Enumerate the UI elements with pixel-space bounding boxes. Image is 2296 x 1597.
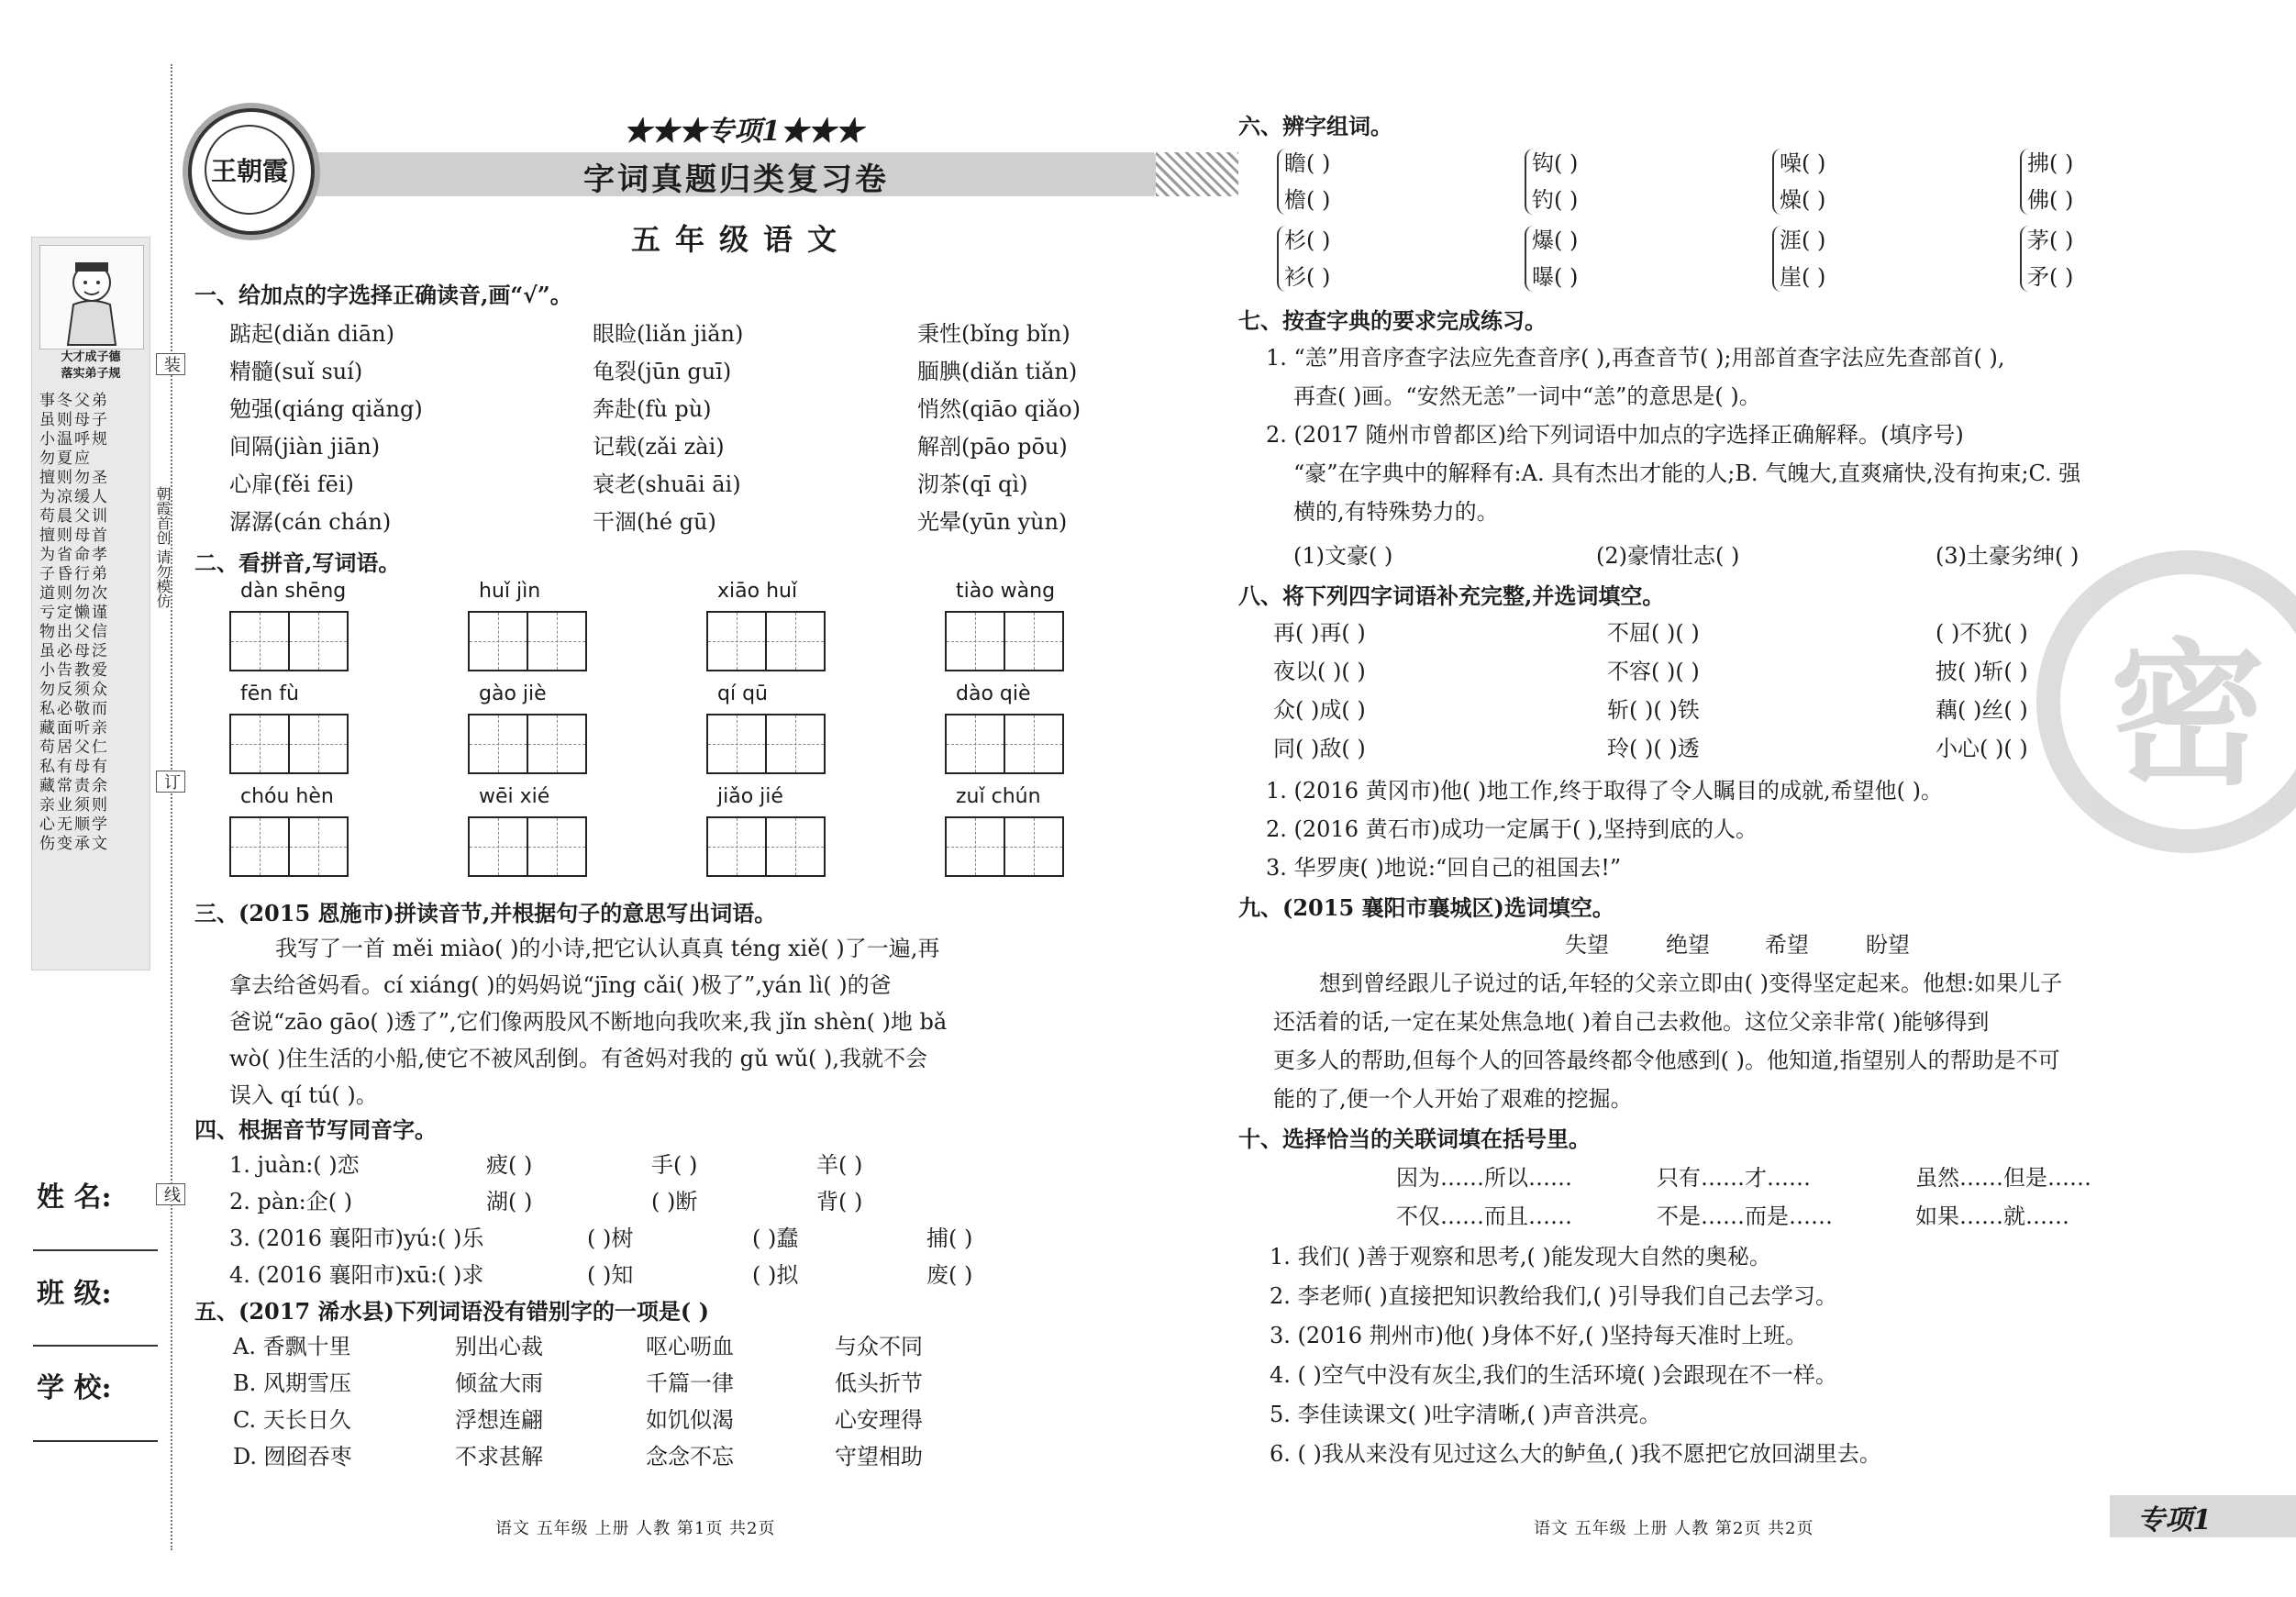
q9-title: 九、(2015 襄阳市襄城区)选词填空。 (1238, 894, 1614, 921)
brand-logo (188, 108, 315, 235)
class-label: 班 级: (37, 1278, 112, 1310)
school-label: 学 校: (37, 1372, 112, 1404)
poem-line: 苟居父仁 (39, 738, 109, 757)
poem-line: 亲业须则 (39, 796, 109, 815)
q8-item: 藕( )丝( ) (1936, 697, 2028, 723)
q1-item: 潺潺(cán chán) (229, 509, 392, 535)
q5-option: 念念不忘 (646, 1444, 734, 1469)
footer-left: 语文 五年级 上册 人教 第1页 共2页 (495, 1519, 776, 1538)
q4-item: 2. pàn:企( ) (229, 1189, 353, 1214)
q1-item: 衰老(shuāi āi) (593, 471, 741, 497)
q4-item: 废( ) (926, 1262, 973, 1288)
q5-option: 心安理得 (835, 1407, 923, 1433)
q8-item: 众( )成( ) (1273, 697, 1366, 723)
grid-cell[interactable] (290, 816, 349, 877)
grid-cell[interactable] (229, 816, 290, 877)
q2-pinyin: gào jiè (479, 682, 547, 705)
poem-line: 苟晨父训 (39, 507, 109, 526)
q6-item: 瞻( ) (1284, 150, 1331, 176)
poem-line: 虽必母泛 (39, 642, 109, 660)
q2-pinyin: qí qū (717, 682, 768, 705)
q8-item: 不容( )( ) (1607, 659, 1700, 684)
poem-line: 私有母有 (39, 758, 109, 776)
poem-line: 藏面听亲 (39, 719, 109, 738)
poem-line: 勿夏应 (39, 449, 92, 468)
grid-cell[interactable] (706, 816, 767, 877)
q5-option: 浮想连翩 (455, 1407, 543, 1433)
q4-item: 3. (2016 襄阳市)yú:( )乐 (229, 1225, 484, 1251)
poem-line: 私必敬而 (39, 700, 109, 718)
poem-line: 道则勿次 (39, 584, 109, 603)
poem-line: 事冬父弟 (39, 392, 109, 410)
q2-pinyin: xiāo huǐ (717, 580, 798, 603)
grid-cell[interactable] (468, 714, 528, 774)
binding-line (171, 64, 173, 1550)
poem-line: 小告教爱 (39, 661, 109, 680)
q6-title: 六、辨字组词。 (1238, 113, 1392, 139)
q5-option: D. 囫囵吞枣 (233, 1444, 352, 1469)
q4-item: ( )断 (651, 1189, 698, 1214)
q7-line: 横的,有特殊势力的。 (1293, 499, 1499, 525)
q1-item: 秉性(bǐng bǐn) (917, 321, 1070, 347)
q7-option: (2)豪情壮志( ) (1596, 543, 1740, 569)
q6-item: 佛( ) (2027, 187, 2074, 213)
q6-item: 矛( ) (2027, 264, 2074, 290)
stamp-char: 密 (2109, 625, 2267, 807)
q1-item: 记载(zǎi zài) (593, 434, 725, 460)
q5-option: 守望相助 (835, 1444, 923, 1469)
q5-option: C. 天长日久 (233, 1407, 351, 1433)
q9-word: 绝望 (1666, 932, 1710, 958)
q8-item: 小心( )( ) (1936, 736, 2028, 761)
q10-line: 5. 李佳读课文( )吐字清晰,( )声音洪亮。 (1270, 1402, 1661, 1427)
class-field[interactable] (33, 1345, 158, 1347)
q1-item: 光晕(yūn yùn) (917, 509, 1068, 535)
poem-line: 勿反须众 (39, 681, 109, 699)
q2-title: 二、看拼音,写词语。 (194, 549, 401, 576)
q3-line: 拿去给爸妈看。cí xiáng( )的妈妈说“jīng cǎi( )极了”,yán lì( )的爸 (229, 972, 892, 998)
q1-item: 眼睑(liǎn jiǎn) (593, 321, 744, 347)
grid-cell[interactable] (229, 714, 290, 774)
grid-cell[interactable] (945, 611, 1005, 671)
q2-writing-grid[interactable] (706, 714, 826, 774)
q10-word: 不仅……而且…… (1396, 1203, 1572, 1229)
q10-line: 3. (2016 荆州市)他( )身体不好,( )坚持每天准时上班。 (1270, 1323, 1808, 1348)
q8-item: 玲( )( )透 (1607, 736, 1700, 761)
sidebar-panel (31, 237, 150, 970)
poem-line: 小温呼规 (39, 430, 109, 449)
poem-line: 为凉缓人 (39, 488, 109, 506)
q6-item: 曝( ) (1532, 264, 1579, 290)
poem-line: 伤变承文 (39, 835, 109, 853)
q4-title: 四、根据音节写同音字。 (194, 1116, 437, 1143)
poem-line: 擅则勿圣 (39, 469, 109, 487)
q8-item: 披( )斩( ) (1936, 659, 2028, 684)
q1-item: 心扉(fěi fēi) (229, 471, 354, 497)
q2-writing-grid[interactable] (468, 611, 587, 671)
q10-line: 4. ( )空气中没有灰尘,我们的生活环境( )会跟现在不一样。 (1270, 1362, 1837, 1388)
q1-item: 龟裂(jūn guī) (593, 359, 732, 384)
q5-option: 与众不同 (835, 1334, 923, 1359)
q5-option: 倾盆大雨 (455, 1370, 543, 1396)
poem-line: 亏定懒谨 (39, 604, 109, 622)
q8-sentence: 1. (2016 黄冈市)他( )地工作,终于取得了令人瞩目的成就,希望他( )。 (1266, 778, 1943, 804)
q2-writing-grid[interactable] (229, 816, 349, 877)
q3-line: 我写了一首 měi miào( )的小诗,把它认认真真 téng xiě( )了一遍,再 (275, 936, 940, 961)
q10-word: 虽然……但是…… (1915, 1165, 2091, 1191)
q2-pinyin: jiǎo jié (717, 785, 783, 808)
grid-cell[interactable] (1005, 714, 1064, 774)
q2-pinyin: dàn shēng (240, 580, 347, 603)
q7-line: 1. “恙”用音序查字法应先查音序( ),再查音节( );用部首查字法应先查部首( ), (1266, 345, 2005, 371)
school-field[interactable] (33, 1440, 158, 1442)
q1-item: 解剖(pāo pōu) (917, 434, 1068, 460)
q4-item: ( )树 (587, 1225, 634, 1251)
q6-item: 檐( ) (1284, 187, 1331, 213)
q6-item: 爆( ) (1532, 227, 1579, 253)
q3-line: 误入 qí tú( )。 (229, 1082, 378, 1108)
q2-pinyin: dào qiè (956, 682, 1031, 705)
q6-item: 钩( ) (1532, 150, 1579, 176)
q2-writing-grid[interactable] (468, 816, 587, 877)
q4-item: 湖( ) (486, 1189, 533, 1214)
q9-word: 盼望 (1866, 932, 1910, 958)
q4-item: 疲( ) (486, 1152, 533, 1178)
q9-word: 失望 (1565, 932, 1609, 958)
q7-option: (1)文豪( ) (1293, 543, 1393, 569)
q8-title: 八、将下列四字词语补充完整,并选词填空。 (1238, 582, 1665, 609)
q6-item: 燥( ) (1780, 187, 1826, 213)
q3-line: 爸说“zāo gāo( )透了”,它们像两股风不断地向我吹来,我 jǐn shèn( )地 bǎ (229, 1009, 948, 1035)
q1-item: 间隔(jiàn jiān) (229, 434, 381, 460)
q2-writing-grid[interactable] (945, 714, 1064, 774)
q4-item: 捕( ) (926, 1225, 973, 1251)
poem-line: 子昏行弟 (39, 565, 109, 583)
q2-pinyin: zuǐ chún (956, 785, 1041, 808)
binding-mark-zhuang: 装 (156, 353, 185, 375)
q8-sentence: 2. (2016 黄石市)成功一定属于( ),坚持到底的人。 (1266, 816, 1758, 842)
q9-line: 还活着的话,一定在某处焦急地( )着自己去救他。这位父亲非常( )能够得到 (1273, 1009, 1990, 1035)
q4-item: ( )拟 (752, 1262, 799, 1288)
q10-line: 2. 李老师( )直接把知识教给我们,( )引导我们自己去学习。 (1270, 1283, 1837, 1309)
grid-cell[interactable] (1005, 816, 1064, 877)
q4-item: 手( ) (651, 1152, 698, 1178)
q6-item: 杉( ) (1284, 227, 1331, 253)
special-label: ★★★专项1★★★ (624, 116, 863, 148)
q6-item: 噪( ) (1780, 150, 1826, 176)
q8-item: 同( )敌( ) (1273, 736, 1366, 761)
q9-line: 想到曾经跟儿子说过的话,年轻的父亲立即由( )变得坚定起来。他想:如果儿子 (1319, 970, 2063, 996)
q5-option: 如饥似渴 (646, 1407, 734, 1433)
q8-item: 再( )再( ) (1273, 620, 1366, 646)
logo-text: 王朝霞 (205, 125, 294, 215)
q4-item: 背( ) (816, 1189, 863, 1214)
poem-line: 擅则母首 (39, 527, 109, 545)
grid-cell[interactable] (767, 611, 826, 671)
grid-cell[interactable] (528, 816, 587, 877)
grid-cell[interactable] (767, 714, 826, 774)
q1-item: 腼腆(diǎn tiǎn) (917, 359, 1078, 384)
grid-cell[interactable] (290, 714, 349, 774)
grid-cell[interactable] (706, 714, 767, 774)
q10-line: 1. 我们( )善于观察和思考,( )能发现大自然的奥秘。 (1270, 1244, 1771, 1270)
grid-cell[interactable] (528, 611, 587, 671)
q5-option: A. 香飘十里 (233, 1334, 351, 1359)
q2-pinyin: fēn fù (240, 682, 299, 705)
q2-writing-grid[interactable] (706, 611, 826, 671)
q8-item: 不屈( )( ) (1607, 620, 1700, 646)
q6-item: 衫( ) (1284, 264, 1331, 290)
poem-line: 为省命孝 (39, 546, 109, 564)
q2-writing-grid[interactable] (945, 816, 1064, 877)
q5-title: 五、(2017 浠水县)下列词语没有错别字的一项是( ) (194, 1298, 709, 1325)
q5-option: 别出心裁 (455, 1334, 543, 1359)
grid-cell[interactable] (290, 611, 349, 671)
q5-option: 低头折节 (835, 1370, 923, 1396)
q2-writing-grid[interactable] (706, 816, 826, 877)
q1-item: 奔赴(fù pù) (593, 396, 712, 422)
q1-item: 踮起(diǎn diān) (229, 321, 394, 347)
q10-word: 不是……而是…… (1657, 1203, 1833, 1229)
grid-cell[interactable] (1005, 611, 1064, 671)
grid-cell[interactable] (706, 611, 767, 671)
mascot-image (39, 245, 144, 349)
q2-writing-grid[interactable] (945, 611, 1064, 671)
q4-item: 羊( ) (816, 1152, 863, 1178)
grid-cell[interactable] (468, 611, 528, 671)
q2-pinyin: chóu hèn (240, 785, 334, 808)
q7-line: 2. (2017 随州市曾都区)给下列词语中加点的字选择正确解释。(填序号) (1266, 422, 1964, 448)
q1-item: 勉强(qiáng qiǎng) (229, 396, 423, 422)
q2-writing-grid[interactable] (229, 714, 349, 774)
name-field[interactable] (33, 1249, 158, 1251)
q1-item: 悄然(qiāo qiǎo) (917, 396, 1081, 422)
q6-item: 钓( ) (1532, 187, 1579, 213)
section-tab-label: 专项1 (2137, 1504, 2212, 1536)
poem-line: 虽则母子 (39, 411, 109, 429)
q4-item: ( )知 (587, 1262, 634, 1288)
q2-pinyin: wēi xié (479, 785, 550, 808)
grid-cell[interactable] (528, 714, 587, 774)
q9-line: 更多人的帮助,但每个人的回答最终都令他感到( )。他知道,指望别人的帮助是不可 (1273, 1048, 2060, 1073)
q8-item: 斩( )( )铁 (1607, 697, 1700, 723)
name-label: 姓 名: (37, 1181, 112, 1214)
q7-line: 再查( )画。“安然无恙”一词中“恙”的意思是( )。 (1293, 383, 1761, 409)
grid-cell[interactable] (945, 714, 1005, 774)
q3-title: 三、(2015 恩施市)拼读音节,并根据句子的意思写出词语。 (194, 900, 777, 926)
secret-stamp (2036, 550, 2296, 853)
poem-line: 心无顺学 (39, 815, 109, 834)
q4-item: ( )蠢 (752, 1225, 799, 1251)
subject-title: 五年级语文 (631, 222, 852, 257)
q9-line: 能的了,便一个人开始了艰难的挖掘。 (1273, 1086, 1633, 1112)
banner-title: 字词真题归类复习卷 (583, 161, 889, 198)
q8-item: ( )不犹( ) (1936, 620, 2028, 646)
q5-option: B. 风期雪压 (233, 1370, 351, 1396)
poem-line: 物出父信 (39, 623, 109, 641)
q1-title: 一、给加点的字选择正确读音,画“√”。 (194, 282, 572, 308)
binding-mark-xian: 线 (156, 1183, 185, 1205)
q10-word: 因为……所以…… (1396, 1165, 1572, 1191)
q2-pinyin: huǐ jìn (479, 580, 541, 603)
q9-word: 希望 (1765, 932, 1809, 958)
q2-writing-grid[interactable] (468, 714, 587, 774)
q1-item: 干涸(hé gū) (593, 509, 716, 535)
q7-title: 七、按查字典的要求完成练习。 (1238, 307, 1547, 334)
q3-line: wò( )住生活的小船,使它不被风刮倒。有爸妈对我的 gǔ wǔ( ),我就不会 (229, 1046, 928, 1071)
sidebar-poem (39, 392, 142, 854)
q1-item: 沏茶(qī qì) (917, 471, 1028, 497)
q4-item: 1. juàn:( )恋 (229, 1152, 360, 1178)
copyright-note: 朝霞首创 请勿模仿 (154, 486, 172, 609)
q10-word: 只有……才…… (1657, 1165, 1811, 1191)
footer-right: 语文 五年级 上册 人教 第2页 共2页 (1534, 1519, 1814, 1538)
q6-item: 拂( ) (2027, 150, 2074, 176)
sidebar-motto: 大才成子德 落实弟子规 (61, 350, 121, 381)
q10-line: 6. ( )我从来没有见过这么大的鲈鱼,( )我不愿把它放回湖里去。 (1270, 1441, 1881, 1467)
poem-line: 藏常责余 (39, 777, 109, 795)
q7-line: “豪”在字典中的解释有:A. 具有杰出才能的人;B. 气魄大,直爽痛快,没有拘束;C. 强 (1293, 460, 2081, 486)
q2-pinyin: tiào wàng (956, 580, 1056, 603)
q7-option: (3)土豪劣绅( ) (1936, 543, 2080, 569)
grid-cell[interactable] (945, 816, 1005, 877)
q4-item: 4. (2016 襄阳市)xū:( )求 (229, 1262, 484, 1288)
q1-item: 精髓(suǐ suí) (229, 359, 363, 384)
binding-mark-ding: 订 (156, 771, 185, 793)
q10-title: 十、选择恰当的关联词填在括号里。 (1238, 1126, 1591, 1152)
q8-sentence: 3. 华罗庚( )地说:“回自己的祖国去!” (1266, 855, 1622, 881)
grid-cell[interactable] (229, 611, 290, 671)
grid-cell[interactable] (767, 816, 826, 877)
q10-word: 如果……就…… (1915, 1203, 2069, 1229)
q5-option: 不求甚解 (455, 1444, 543, 1469)
q5-option: 呕心呖血 (646, 1334, 734, 1359)
q6-item: 涯( ) (1780, 227, 1826, 253)
q2-writing-grid[interactable] (229, 611, 349, 671)
q6-item: 崖( ) (1780, 264, 1826, 290)
q6-item: 茅( ) (2027, 227, 2074, 253)
q5-option: 千篇一律 (646, 1370, 734, 1396)
grid-cell[interactable] (468, 816, 528, 877)
q8-item: 夜以( )( ) (1273, 659, 1366, 684)
